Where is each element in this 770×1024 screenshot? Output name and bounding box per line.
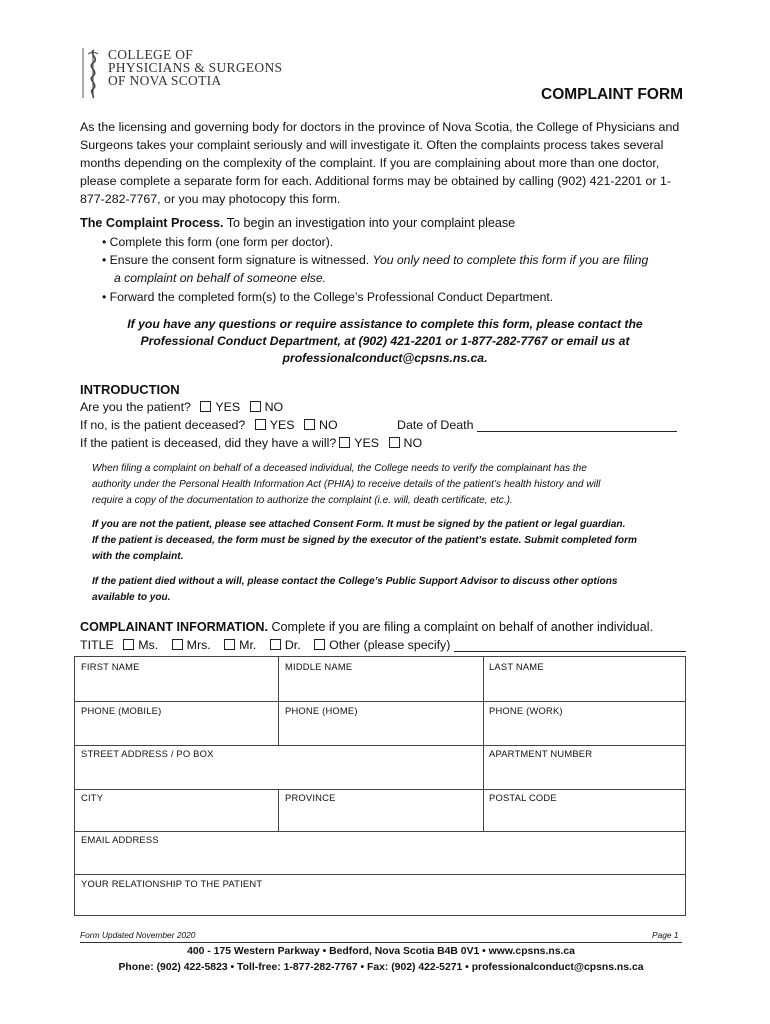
process-intro xyxy=(80,216,515,230)
date-of-death-input[interactable] xyxy=(477,419,677,432)
street-address-input[interactable] xyxy=(77,762,480,787)
note-line: available to you. xyxy=(92,592,171,603)
question-label: If the patient is deceased, did they have a will? xyxy=(80,436,337,450)
email-address-label: EMAIL ADDRESS xyxy=(81,834,159,845)
complainant-lead: Complete if you are filing a complaint on behalf of another individual. xyxy=(267,620,653,634)
complainant-heading: COMPLAINANT INFORMATION. xyxy=(80,620,268,634)
middle-name-label: MIDDLE NAME xyxy=(285,661,353,672)
note-line: If the patient died without a will, please contact the College’s Public Support Advisor to discuss other options xyxy=(92,576,618,587)
bullet-text: Forward the completed form(s) to the College’s Professional Conduct Department. xyxy=(109,290,554,304)
col-divider xyxy=(483,657,484,789)
no-label: NO xyxy=(264,400,284,414)
logo-line-3: OF NOVA SCOTIA xyxy=(108,73,222,88)
row-divider xyxy=(75,745,685,746)
city-input[interactable] xyxy=(77,806,275,829)
phone-work-label: PHONE (WORK) xyxy=(489,705,563,716)
last-name-input[interactable] xyxy=(486,675,683,699)
complainant-form-table xyxy=(74,656,686,916)
note-line: with the complaint. xyxy=(92,551,184,562)
question-had-will xyxy=(80,436,422,450)
question-are-you-patient xyxy=(80,400,283,414)
contact-note-line-3: professionalconduct@cpsns.ns.ca. xyxy=(282,351,488,365)
yes-label: YES xyxy=(215,400,241,414)
title-mr-checkbox[interactable] xyxy=(224,639,235,650)
logo-line-2: PHYSICIANS & SURGEONS xyxy=(108,60,283,75)
process-bullet-3 xyxy=(102,290,553,304)
title-mr-label: Mr. xyxy=(239,638,257,652)
process-bullet-1 xyxy=(102,235,333,249)
title-ms-checkbox[interactable] xyxy=(123,639,134,650)
process-bullet-2 xyxy=(102,253,648,267)
postal-code-label: POSTAL CODE xyxy=(489,792,557,803)
title-other-checkbox[interactable] xyxy=(314,639,325,650)
relationship-input[interactable] xyxy=(77,892,683,914)
contact-note xyxy=(80,316,690,367)
city-label: CITY xyxy=(81,792,104,803)
apartment-number-label: APARTMENT NUMBER xyxy=(489,748,593,759)
will-yes-checkbox[interactable] xyxy=(339,437,350,448)
title-other-input[interactable] xyxy=(454,639,686,652)
title-row xyxy=(80,638,686,652)
province-label: PROVINCE xyxy=(285,792,336,803)
form-title: COMPLAINT FORM xyxy=(541,86,684,103)
intro-paragraph: As the licensing and governing body for doctors in the province of Nova Scotia, the College of Physicians and Surgeons takes your complaint seriously and will investigate it. Often the complaints process takes several months depending on the complexity of the complaint. If you are complaining about more than one doctor, please complete a separate form for each. Additional forms may be obtained by calling (902) 421-2201 or 1-877-282-7767, or you may photocopy this form. xyxy=(80,120,680,206)
province-input[interactable] xyxy=(281,806,480,829)
col-divider xyxy=(278,789,279,831)
yes-label: YES xyxy=(269,418,295,432)
bullet-text: Ensure the consent form signature is witnessed. xyxy=(109,253,373,267)
bullet-text-italic: You only need to complete this form if you are filing xyxy=(372,253,649,267)
deceased-note xyxy=(92,461,692,509)
note-line: authority under the Personal Health Information Act (PHIA) to receive details of the patient’s health history and will xyxy=(92,479,601,490)
phone-mobile-label: PHONE (MOBILE) xyxy=(81,705,162,716)
first-name-label: FIRST NAME xyxy=(81,661,140,672)
row-divider xyxy=(75,831,685,832)
col-divider xyxy=(483,789,484,831)
bullet-dot: • xyxy=(102,235,110,249)
contact-note-line-1: If you have any questions or require assistance to complete this form, please contact the xyxy=(127,317,643,331)
deceased-no-checkbox[interactable] xyxy=(304,419,315,430)
logo-line-1: COLLEGE OF xyxy=(108,47,194,62)
phone-mobile-input[interactable] xyxy=(77,719,275,743)
title-other-label: Other (please specify) xyxy=(329,638,451,652)
last-name-label: LAST NAME xyxy=(489,661,544,672)
note-line: If you are not the patient, please see attached Consent Form. It must be signed by the patient or legal guardian. xyxy=(92,519,626,530)
title-dr-label: Dr. xyxy=(284,638,301,652)
date-of-death-label: Date of Death xyxy=(397,418,474,432)
no-label: NO xyxy=(403,436,423,450)
process-bullet-2-cont: a complaint on behalf of someone else. xyxy=(114,271,327,285)
middle-name-input[interactable] xyxy=(281,675,480,699)
bullet-text: Complete this form (one form per doctor). xyxy=(109,235,334,249)
introduction-heading: INTRODUCTION xyxy=(80,382,180,397)
bullet-dot: • xyxy=(102,253,110,267)
page-number: Page 1 xyxy=(652,930,679,940)
consent-note xyxy=(92,517,692,565)
question-label: Are you the patient? xyxy=(80,400,191,414)
process-lead: To begin an investigation into your complaint please xyxy=(223,216,516,230)
title-dr-checkbox[interactable] xyxy=(270,639,281,650)
complainant-intro xyxy=(80,620,653,634)
bullet-dot: • xyxy=(102,290,110,304)
yes-label: YES xyxy=(354,436,380,450)
process-heading: The Complaint Process. xyxy=(80,216,224,230)
email-address-input[interactable] xyxy=(77,848,683,872)
phone-home-label: PHONE (HOME) xyxy=(285,705,358,716)
relationship-label: YOUR RELATIONSHIP TO THE PATIENT xyxy=(81,878,263,889)
contact-note-line-2: Professional Conduct Department, at (902) 421-2201 or 1-877-282-7767 or email us at xyxy=(140,334,630,348)
street-address-label: STREET ADDRESS / PO BOX xyxy=(81,748,214,759)
footer-divider xyxy=(80,942,682,943)
row-divider xyxy=(75,874,685,875)
phone-home-input[interactable] xyxy=(281,719,480,743)
question-label: If no, is the patient deceased? xyxy=(80,418,246,432)
apartment-number-input[interactable] xyxy=(486,762,683,787)
date-of-death-field xyxy=(397,418,677,432)
deceased-yes-checkbox[interactable] xyxy=(255,419,266,430)
title-ms-label: Ms. xyxy=(138,638,159,652)
patient-no-checkbox[interactable] xyxy=(250,401,261,412)
no-will-note xyxy=(92,574,692,606)
footer-address: 400 - 175 Western Parkway • Bedford, Nova Scotia B4B 0V1 • www.cpsns.ns.ca xyxy=(187,946,575,957)
footer-contact: Phone: (902) 422-5823 • Toll-free: 1-877-282-7767 • Fax: (902) 422-5271 • professionalconduct@cpsns.ns.ca xyxy=(118,962,644,973)
no-label: NO xyxy=(319,418,338,432)
form-updated-date: Form Updated November 2020 xyxy=(80,930,196,940)
patient-yes-checkbox[interactable] xyxy=(200,401,211,412)
title-mrs-checkbox[interactable] xyxy=(172,639,183,650)
first-name-input[interactable] xyxy=(77,675,275,699)
college-logo xyxy=(80,46,300,102)
note-line: When filing a complaint on behalf of a deceased individual, the College needs to verify the complainant has the xyxy=(92,463,587,474)
row-divider xyxy=(75,701,685,702)
row-divider xyxy=(75,789,685,790)
title-mrs-label: Mrs. xyxy=(186,638,211,652)
note-line: require a copy of the documentation to authorize the complaint (i.e. will, death certificate, etc.). xyxy=(92,495,513,506)
phone-work-input[interactable] xyxy=(486,719,683,743)
note-line: If the patient is deceased, the form must be signed by the executor of the patient’s estate. Submit completed form xyxy=(92,535,637,546)
caduceus-icon xyxy=(80,46,104,100)
question-patient-deceased xyxy=(80,418,338,432)
will-no-checkbox[interactable] xyxy=(389,437,400,448)
postal-code-input[interactable] xyxy=(486,806,683,829)
title-label: TITLE xyxy=(80,638,114,652)
col-divider xyxy=(278,657,279,745)
